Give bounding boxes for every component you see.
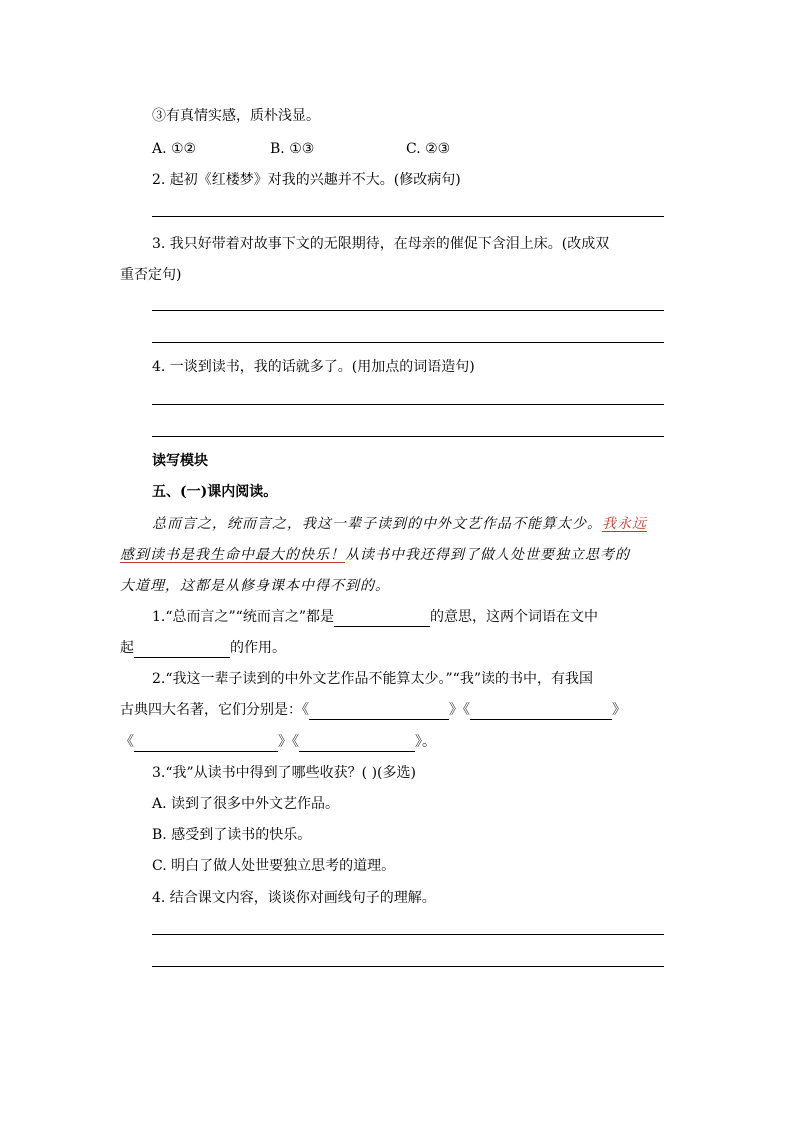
passage-line-2 <box>120 545 630 565</box>
mq2-text: 》 <box>612 702 626 718</box>
mq2-text: 》。 <box>415 734 436 750</box>
mq1-text: 的意思，这两个词语在文中 <box>430 609 598 625</box>
passage-text: 从读书中我还得到了做人处世要独立思考的 <box>345 547 630 563</box>
module-title: 读写模块 <box>152 453 208 469</box>
blank-field[interactable] <box>134 641 230 658</box>
blank-field[interactable] <box>134 735 278 752</box>
option-b[interactable]: B. ①③ <box>270 141 315 157</box>
mq4: 4. 结合课文内容，谈谈你对画线句子的理解。 <box>152 890 436 906</box>
mq2-text: 》《 <box>278 734 299 750</box>
mq3-option-b[interactable]: B. 感受到了读书的快乐。 <box>152 827 312 843</box>
blank-field[interactable] <box>299 735 415 752</box>
answer-line[interactable] <box>152 310 664 311</box>
passage-line-3: 大道理，这都是从修身课本中得不到的。 <box>120 578 390 594</box>
question-3-line1: 3. 我只好带着对故事下文的无限期待，在母亲的催促下含泪上床。(改成双 <box>152 236 610 252</box>
option-a[interactable]: A. ①② <box>152 141 197 157</box>
passage-line-1 <box>152 514 647 534</box>
section-heading: 五、(一)课内阅读。 <box>152 484 278 500</box>
mq2-line2 <box>120 700 626 720</box>
mq2-text: 古典四大名著，它们分别是：《 <box>120 702 309 718</box>
passage-text: 总而言之，统而言之，我这一辈子读到的中外文艺作品不能算太少。 <box>152 516 602 532</box>
mq2-text: 》《 <box>449 702 470 718</box>
question-2: 2. 起初《红楼梦》对我的兴趣并不大。(修改病句) <box>152 172 461 188</box>
question-3-line2: 重否定句) <box>120 267 182 283</box>
mq2-text: 《 <box>120 734 134 750</box>
mq1-line2 <box>120 638 286 658</box>
mq1-text: 起 <box>120 640 134 656</box>
blank-field[interactable] <box>470 703 612 720</box>
mq1-text: 的作用。 <box>230 640 286 656</box>
item-3-text: ③有真情实感，质朴浅显。 <box>152 108 320 124</box>
blank-field[interactable] <box>334 610 430 627</box>
answer-line[interactable] <box>152 934 664 935</box>
answer-line[interactable] <box>152 436 664 437</box>
mq2-line1: 2.“我这一辈子读到的中外文艺作品不能算太少。”“我”读的书中，有我国 <box>152 671 593 687</box>
mq3: 3.“我”从读书中得到了哪些收获？( )(多选) <box>152 765 416 781</box>
blank-field[interactable] <box>309 703 449 720</box>
mq3-option-c[interactable]: C. 明白了做人处世要独立思考的道理。 <box>152 858 396 874</box>
options-row <box>152 139 450 159</box>
mq2-line3 <box>120 732 436 752</box>
question-4: 4. 一谈到读书，我的话就多了。(用加点的词语造句) <box>152 359 475 375</box>
mq3-option-a[interactable]: A. 读到了很多中外文艺作品。 <box>152 796 340 812</box>
underlined-sentence: 感到读书是我生命中最大的快乐！ <box>120 547 345 563</box>
answer-line[interactable] <box>152 342 664 343</box>
answer-line[interactable] <box>152 216 664 217</box>
mq1-line1 <box>152 607 598 627</box>
mq1-text: 1.“总而言之”“统而言之”都是 <box>152 609 334 625</box>
option-c[interactable]: C. ②③ <box>406 141 451 157</box>
underlined-sentence: 我永远 <box>602 516 647 532</box>
answer-line[interactable] <box>152 966 664 967</box>
answer-line[interactable] <box>152 404 664 405</box>
